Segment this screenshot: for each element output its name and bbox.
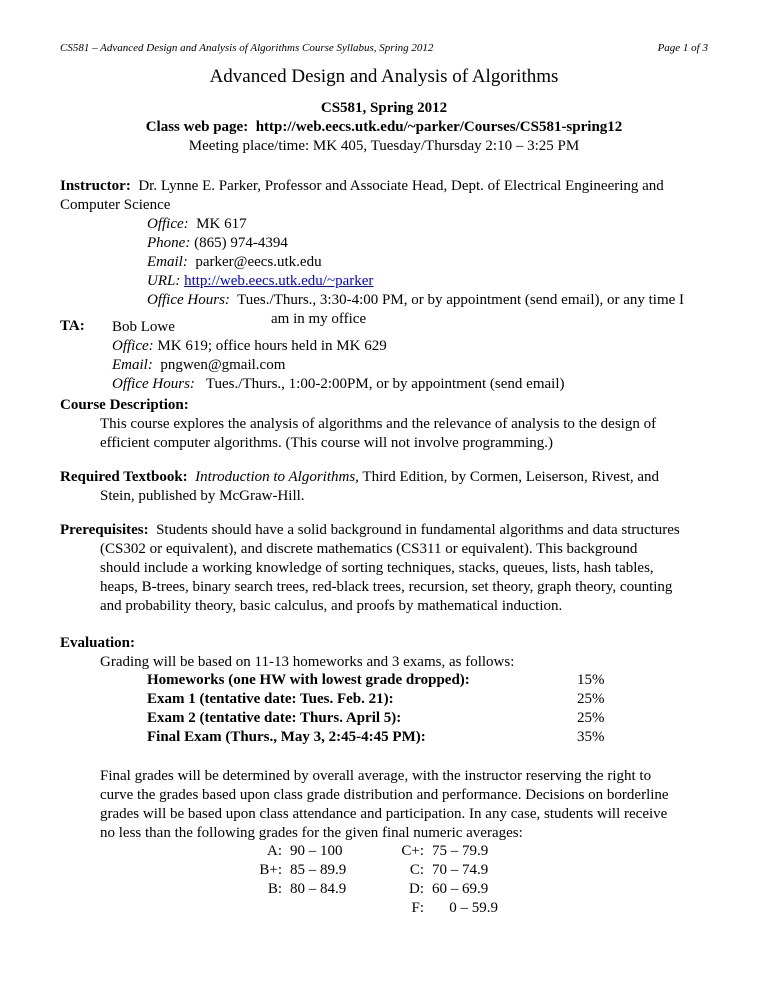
header-course-title: CS581 – Advanced Design and Analysis of Algorithms Course Syllabus, Spring 2012 [60,42,434,54]
evaluation-intro: Grading will be based on 11-13 homeworks and 3 exams, as follows: [100,654,515,670]
phone-label: Phone: [147,235,191,251]
description-line-1: This course explores the analysis of algorithms and the relevance of analysis to the design of [100,416,657,432]
ta-office-label: Office: [112,338,154,354]
weight-pct: 25% [577,691,605,707]
prereq-line-1: Students should have a solid background in fundamental algorithms and data structures [156,522,680,538]
course-code-term: CS581, Spring 2012 [320,100,448,116]
instructor-phone: (865) 974-4394 [194,235,288,251]
instructor-name: Dr. Lynne E. Parker, Professor and Associate Head, Dept. of Electrical Engineering and [138,178,664,194]
weight-pct: 35% [577,729,605,745]
ta-email-label: Email: [112,357,153,373]
ta-email: pngwen@gmail.com [160,357,286,373]
grade-letter: B+: [259,862,282,878]
final-line-3: grades will be based upon class attendance and participation. In any case, students will receive [100,806,668,822]
prereq-section [60,521,710,616]
grade-range: 60 – 69.9 [432,881,489,897]
weight-row [147,691,394,708]
grade-range: 85 – 89.9 [290,862,347,878]
weight-row [147,729,426,746]
url-label: URL: [147,273,181,289]
grade-letter: C+: [401,843,424,859]
final-line-4: no less than the following grades for the given final numeric averages: [100,825,523,841]
ta-hours-label: Office Hours: [112,376,195,392]
weight-row [147,710,401,727]
instructor-url-link[interactable]: http://web.eecs.utk.edu/~parker [184,273,374,289]
final-line-1: Final grades will be determined by overall average, with the instructor reserving the right to [100,768,652,784]
description-section [60,396,710,453]
evaluation-label: Evaluation: [60,635,136,651]
weight-table [147,672,607,752]
textbook-title: Introduction to Algorithms, [195,469,359,485]
office-hours-label: Office Hours: [147,292,230,308]
grade-letter: F: [411,900,424,916]
grade-letter: B: [267,881,282,897]
web-page-url[interactable]: http://web.eecs.utk.edu/~parker/Courses/CS581-spring12 [255,119,623,135]
grade-range: 90 – 100 [290,843,343,859]
instructor-label: Instructor: [60,178,131,194]
ta-office: MK 619; office hours held in MK 629 [157,338,387,354]
grade-letter: C: [409,862,424,878]
weight-pct: 15% [577,672,605,688]
email-label: Email: [147,254,188,270]
instructor-dept: Computer Science [60,197,171,213]
instructor-email: parker@eecs.utk.edu [195,254,322,270]
meeting-info: Meeting place/time: MK 405, Tuesday/Thursday 2:10 – 3:25 PM [188,138,580,154]
document-title: Advanced Design and Analysis of Algorithms [209,66,559,87]
grade-range: 0 – 59.9 [449,900,498,916]
prereq-label: Prerequisites: [60,522,149,538]
ta-hours: Tues./Thurs., 1:00-2:00PM, or by appointment (send email) [205,376,565,392]
weight-row [147,672,470,689]
evaluation-section [60,634,710,672]
ta-name: Bob Lowe [112,319,175,335]
grade-range: 80 – 84.9 [290,881,347,897]
header-page-number: Page 1 of 3 [657,42,708,54]
instructor-office: MK 617 [196,216,247,232]
instructor-hours: Tues./Thurs., 3:30-4:00 PM, or by appointment (send email), or any time I [237,292,685,308]
prereq-line-5: and probability theory, basic calculus, and proofs by mathematical induction. [100,598,563,614]
grade-range: 75 – 79.9 [432,843,489,859]
prereq-line-2: (CS302 or equivalent), and discrete mathematics (CS311 or equivalent). This background [100,541,638,557]
grade-letter: D: [409,881,424,897]
ta-label: TA: [60,318,85,334]
weight-item-name: Exam 2 (tentative date: Thurs. April 5): [147,710,402,726]
final-line-2: curve the grades based upon class grade distribution and performance. Decisions on borderline [100,787,669,803]
textbook-section [60,468,710,506]
grade-scale [254,843,554,923]
weight-item-name: Exam 1 (tentative date: Tues. Feb. 21): [147,691,394,707]
web-page-label: Class web page: [145,119,249,135]
ta-section [112,318,710,394]
description-line-2: efficient computer algorithms. (This course will not involve programming.) [100,435,553,451]
grade-range: 70 – 74.9 [432,862,489,878]
grade-letter: A: [267,843,282,859]
weight-pct: 25% [577,710,605,726]
weight-item-name: Homeworks (one HW with lowest grade dropped): [147,672,470,688]
prereq-line-3: should include a working knowledge of sorting techniques, stacks, queues, lists, hash tables, [100,560,654,576]
textbook-label: Required Textbook: [60,469,188,485]
instructor-hours-cont: am in my office [271,311,367,327]
instructor-section [60,177,710,329]
description-label: Course Description: [60,397,189,413]
textbook-publisher: Stein, published by McGraw-Hill. [100,488,305,504]
office-label: Office: [147,216,189,232]
weight-item-name: Final Exam (Thurs., May 3, 2:45-4:45 PM): [147,729,426,745]
prereq-line-4: heaps, B-trees, binary search trees, red-black trees, recursion, set theory, graph theory, counting [100,579,673,595]
textbook-details: Third Edition, by Cormen, Leiserson, Rivest, and [362,469,660,485]
final-grades-text [100,767,710,843]
class-web-page [0,119,768,136]
